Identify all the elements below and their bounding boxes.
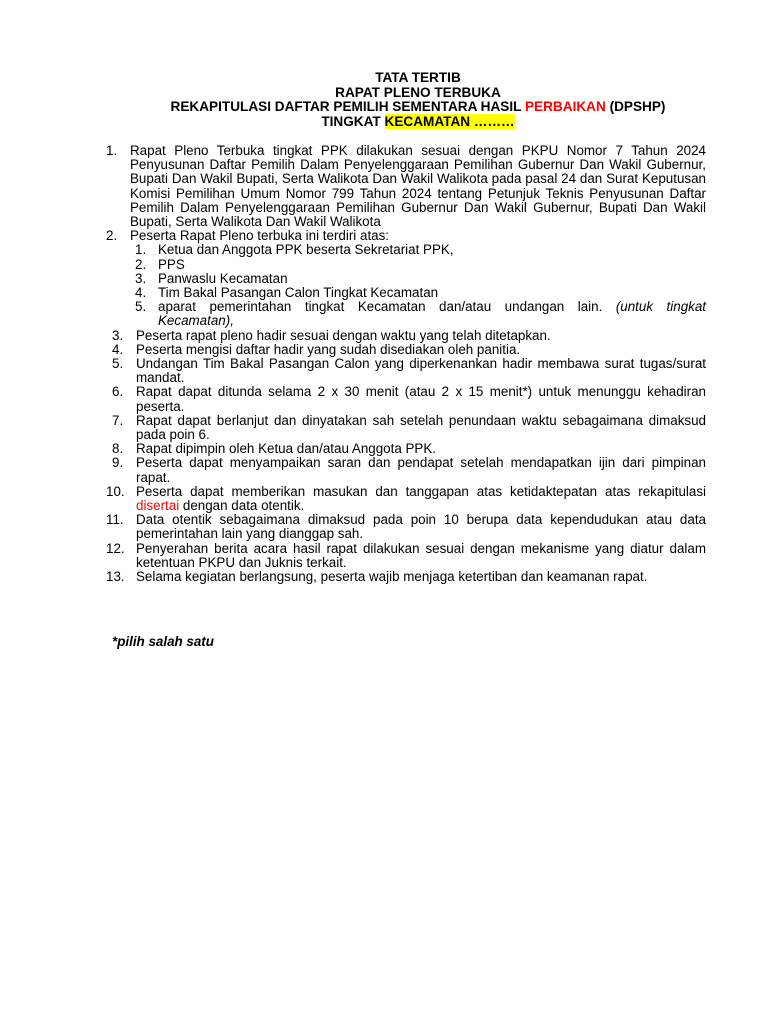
rule-item bbox=[112, 357, 706, 385]
rule-number: 10. bbox=[106, 483, 125, 499]
rule-item bbox=[106, 144, 706, 229]
participant-text: Ketua dan Anggota PPK beserta Sekretariat PPK, bbox=[158, 242, 454, 258]
rule-item bbox=[112, 343, 706, 357]
rule-item bbox=[106, 485, 706, 513]
participant-number: 2. bbox=[135, 256, 147, 272]
participant-item bbox=[135, 258, 706, 272]
rule-number: 7. bbox=[112, 412, 124, 428]
rule-text: Peserta mengisi daftar hadir yang sudah disediakan oleh panitia. bbox=[136, 341, 521, 357]
rules-list bbox=[106, 144, 706, 584]
rule-text: Peserta Rapat Pleno terbuka ini terdiri atas: bbox=[130, 228, 390, 244]
rule-item bbox=[112, 442, 706, 456]
participant-text: aparat pemerintahan tingkat Kecamatan dan/atau undangan lain. bbox=[158, 299, 616, 315]
rule-text bbox=[136, 485, 706, 513]
rule-text-part: dengan data otentik. bbox=[179, 498, 305, 514]
rule-item bbox=[112, 456, 706, 484]
rule-text: Data otentik sebagaimana dimaksud pada poin 10 berupa data kependudukan atau data pemerintahan lain yang dianggap sah. bbox=[136, 512, 706, 542]
rule-number: 4. bbox=[112, 341, 124, 357]
rule-text: Undangan Tim Bakal Pasangan Calon yang diperkenankan hadir membawa surat tugas/surat mandat. bbox=[136, 356, 706, 386]
header-line-3 bbox=[0, 100, 768, 115]
rule-text: Rapat dapat ditunda selama 2 x 30 menit (atau 2 x 15 menit*) untuk menunggu kehadiran peserta. bbox=[136, 384, 706, 414]
header-line-4 bbox=[0, 115, 768, 130]
participant-number: 5. bbox=[135, 299, 147, 315]
header-subtitle: RAPAT PLENO TERBUKA bbox=[335, 84, 501, 100]
participant-item bbox=[135, 243, 706, 257]
rule-number: 5. bbox=[112, 356, 124, 372]
rule-item bbox=[106, 542, 706, 570]
rule-number: 1. bbox=[106, 143, 118, 158]
rule-number: 12. bbox=[106, 540, 125, 556]
footnote: *pilih salah satu bbox=[112, 634, 214, 649]
rule-text: Selama kegiatan berlangsung, peserta wajib menjaga ketertiban dan keamanan rapat. bbox=[136, 569, 648, 585]
rule-item bbox=[106, 570, 706, 584]
rule-number: 11. bbox=[106, 512, 124, 528]
participant-item bbox=[135, 286, 706, 300]
rule-text-part: Peserta dapat memberikan masukan dan tanggapan atas ketidaktepatan atas rekapitulasi bbox=[136, 483, 706, 499]
rule-item bbox=[112, 385, 706, 413]
rule-text: Peserta rapat pleno hadir sesuai dengan waktu yang telah ditetapkan. bbox=[136, 327, 551, 343]
participant-text: Panwaslu Kecamatan bbox=[158, 270, 288, 286]
participant-number: 4. bbox=[135, 285, 147, 301]
rule-text: Rapat dapat berlanjut dan dinyatakan sah setelah penundaan waktu sebagaimana dimaksud pada poin 6. bbox=[136, 412, 706, 443]
header-red-word: PERBAIKAN bbox=[524, 99, 606, 115]
rule-number: 6. bbox=[112, 384, 124, 400]
participant-item bbox=[135, 300, 706, 328]
document-header bbox=[0, 71, 768, 129]
rule-number: 8. bbox=[112, 441, 124, 457]
rule-number: 9. bbox=[112, 455, 124, 471]
rule-item bbox=[112, 329, 706, 343]
rule-red-word: disertai bbox=[136, 498, 180, 514]
rule-number: 13. bbox=[106, 569, 125, 585]
rule-item bbox=[106, 229, 706, 328]
header-title: TATA TERTIB bbox=[375, 70, 461, 85]
participant-text: Tim Bakal Pasangan Calon Tingkat Kecamatan bbox=[158, 285, 439, 301]
rule-text: Rapat Pleno Terbuka tingkat PPK dilakukan sesuai dengan PKPU Nomor 7 Tahun 2024 Penyusunan Daftar Pemilih Dalam Penyelenggaraan Pemilihan Gubernur Dan Wakil Gubernur, Bupati Dan Wakil Bupati, Serta Walikota Dan Wakil Walikota pada pasal 24 dan Surat Keputusan Komisi Pemilihan Umum Nomor 799 Tahun 2024 tentang Petunjuk Teknis Penyusunan Daftar Pemilih Dalam Penyelenggaraan Pemilihan Gubernur Dan Wakil Gubernur, Bupati Dan Wakil Bupati, Serta Walikota Dan Wakil Walikota bbox=[130, 143, 706, 230]
header-highlight: KECAMATAN ……… bbox=[384, 113, 515, 129]
header-line-3-suffix: (DPSHP) bbox=[605, 99, 666, 115]
participant-text: PPS bbox=[158, 256, 185, 272]
participant-number: 3. bbox=[135, 270, 147, 286]
rule-item bbox=[112, 414, 706, 442]
rule-number: 3. bbox=[112, 327, 124, 343]
rule-text: Peserta dapat menyampaikan saran dan pendapat setelah mendapatkan ijin dari pimpinan rapat. bbox=[136, 455, 706, 485]
participant-number: 1. bbox=[135, 242, 147, 258]
rule-text: Penyerahan berita acara hasil rapat dilakukan sesuai dengan mekanisme yang diatur dalam ketentuan PKPU dan Juknis terkait. bbox=[136, 540, 706, 570]
participant-item bbox=[135, 272, 706, 286]
participants-list bbox=[135, 243, 706, 328]
header-line-3-text: REKAPITULASI DAFTAR PEMILIH SEMENTARA HASIL bbox=[170, 99, 525, 115]
header-line-4-text: TINGKAT bbox=[321, 113, 385, 129]
rule-text: Rapat dipimpin oleh Ketua dan/atau Anggota PPK. bbox=[136, 441, 437, 457]
rule-number: 2. bbox=[106, 228, 118, 244]
participant-note: (untuk tingkat Kecamatan), bbox=[158, 299, 706, 329]
rule-item bbox=[106, 513, 706, 541]
